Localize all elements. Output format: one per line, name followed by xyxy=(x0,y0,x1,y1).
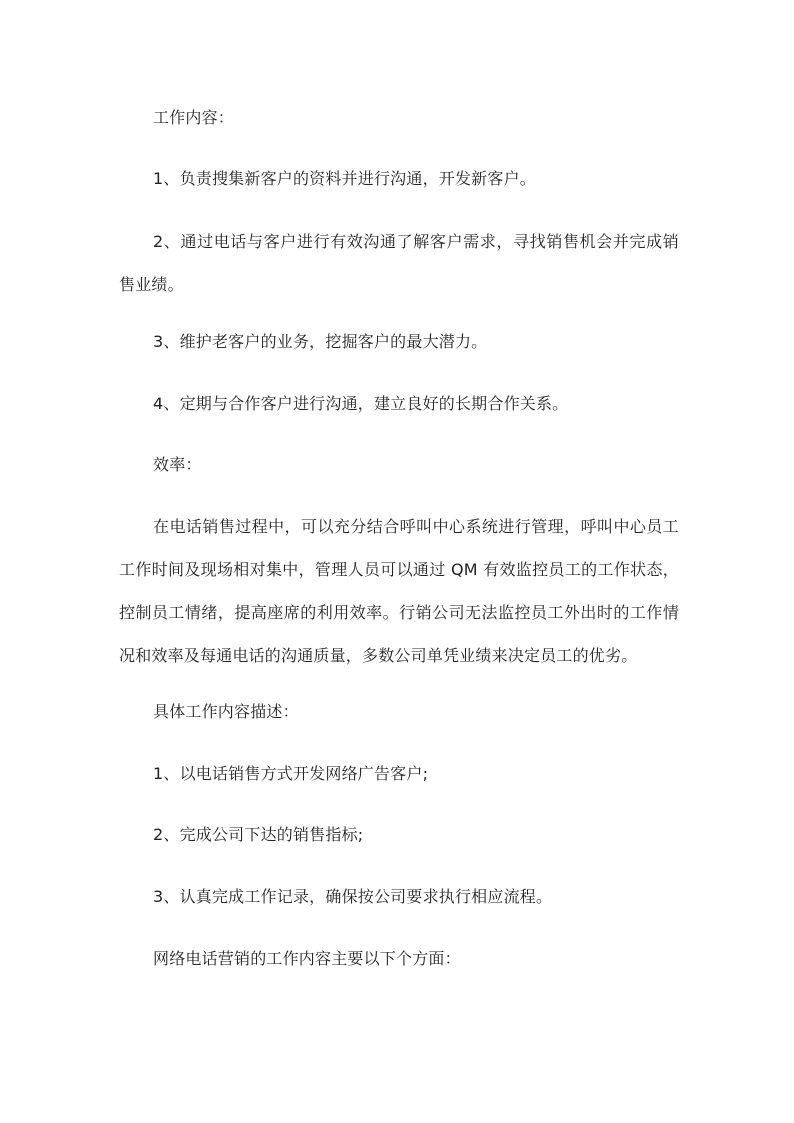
paragraph-item-4: 4、定期与合作客户进行沟通，建立良好的长期合作关系。 xyxy=(153,394,569,413)
paragraph-efficiency-body: 在电话销售过程中，可以充分结合呼叫中心系统进行管理，呼叫中心员工工作时间及现场相对集中，管理人员可以通过 QM 有效监控员工的工作状态，控制员工情绪，提高座席的利用效率。行销公司无法监控员工外出时的工作情况和效率及每通电话的沟通质量，多数公司单凭业绩来决定员工的优劣。 xyxy=(119,517,679,665)
paragraph-item-2: 2、通过电话与客户进行有效沟通了解客户需求，寻找销售机会并完成销售业绩。 xyxy=(119,232,679,294)
heading-network-marketing: 网络电话营销的工作内容主要以下个方面： xyxy=(153,949,461,968)
paragraph-specific-item-1: 1、以电话销售方式开发网络广告客户; xyxy=(153,764,429,783)
heading-specific-work: 具体工作内容描述： xyxy=(153,702,299,721)
heading-efficiency: 效率： xyxy=(153,455,202,474)
paragraph-specific-item-3: 3、认真完成工作记录，确保按公司要求执行相应流程。 xyxy=(153,887,553,906)
paragraph-item-1: 1、负责搜集新客户的资料并进行沟通，开发新客户。 xyxy=(153,169,536,188)
heading-work-content: 工作内容： xyxy=(153,108,235,127)
paragraph-item-3: 3、维护老客户的业务，挖掘客户的最大潜力。 xyxy=(153,332,488,351)
paragraph-specific-item-2: 2、完成公司下达的销售指标; xyxy=(153,825,364,844)
